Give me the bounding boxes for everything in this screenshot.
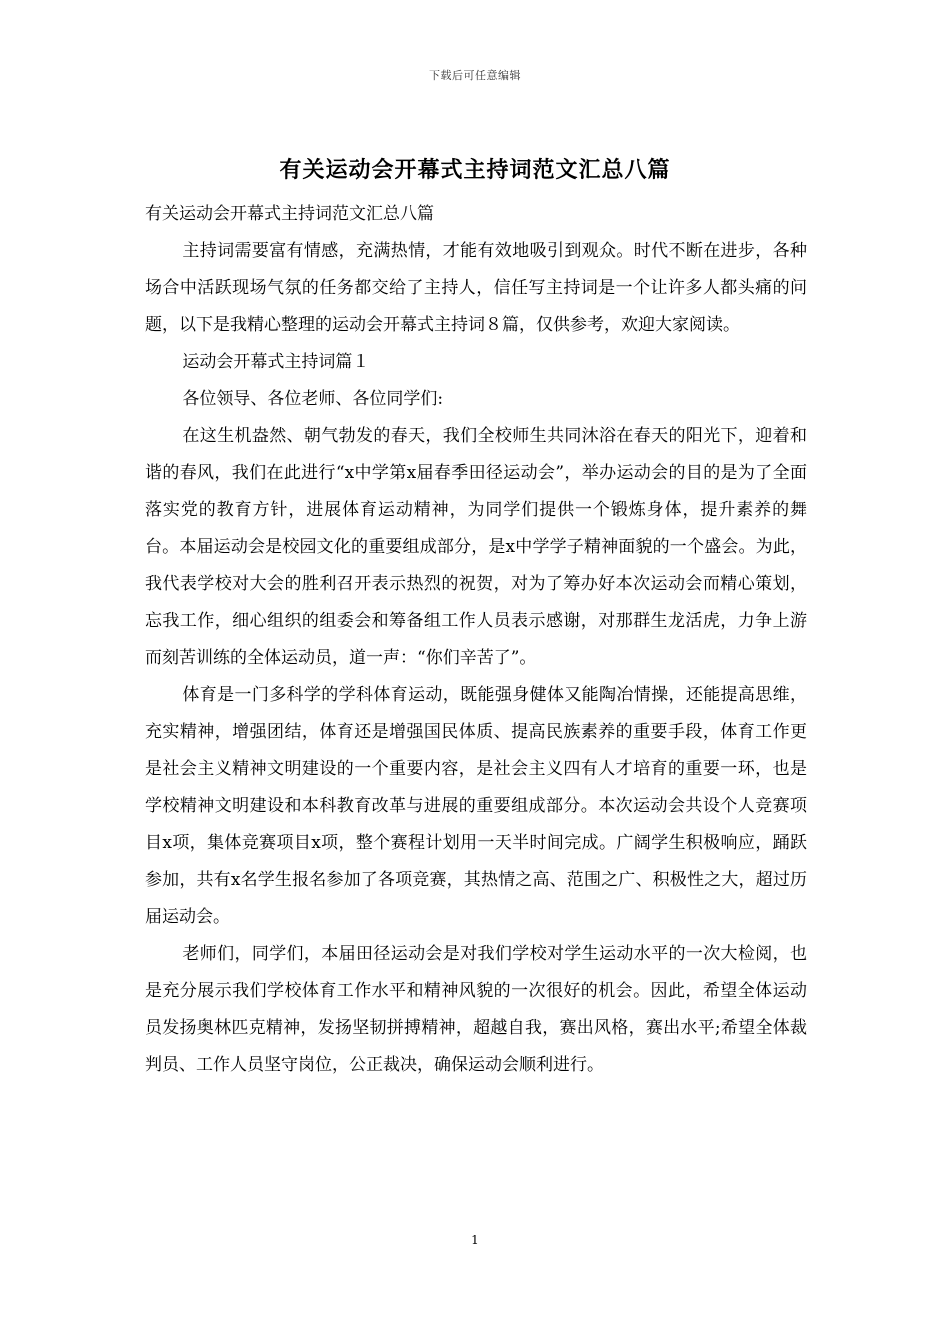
document-title: 有关运动会开幕式主持词范文汇总八篇 [279, 157, 671, 183]
section-heading: 运动会开幕式主持词篇１ [182, 352, 370, 372]
body-paragraph: 在这生机盎然、朝气勃发的春天，我们全校师生共同沐浴在春天的阳光下，迎着和谐的春风，我们在此进行“x中学第x届春季田径运动会”，举办运动会的目的是为了全面落实党的教育方针，进展体育运动精神，为同学们提供一个锻炼身体，提升素养的舞台。本届运动会是校园文化的重要组成部分，是x中学学子精神面貌的一个盛会。为此，我代表学校对大会的胜利召开表示热烈的祝贺，对为了筹办好本次运动会而精心策划，忘我工作，细心组织的组委会和筹备组工作人员表示感谢，对那群生龙活虎，力争上游而刻苦训练的全体运动员，道一声：“你们辛苦了”。 [145, 426, 807, 668]
salutation: 各位领导、各位老师、各位同学们: [182, 389, 444, 409]
header-note: 下载后可任意编辑 [429, 69, 521, 82]
subtitle-line: 有关运动会开幕式主持词范文汇总八篇 [145, 204, 434, 224]
body-paragraph: 体育是一门多科学的学科体育运动，既能强身健体又能陶冶情操，还能提高思维，充实精神，增强团结，体育还是增强国民体质、提高民族素养的重要手段，体育工作更是社会主义精神文明建设的一个重要内容，是社会主义四有人才培育的重要一环，也是学校精神文明建设和本科教育改革与进展的重要组成部分。本次运动会共设个人竞赛项目x项，集体竞赛项目x项，整个赛程计划用一天半时间完成。广阔学生积极响应，踊跃参加，共有x名学生报名参加了各项竞赛，其热情之高、范围之广、积极性之大，超过历届运动会。 [145, 685, 807, 927]
body-paragraph: 老师们，同学们，本届田径运动会是对我们学校对学生运动水平的一次大检阅，也是充分展示我们学校体育工作水平和精神风貌的一次很好的机会。因此，希望全体运动员发扬奥林匹克精神，发扬坚韧拼搏精神，超越自我，赛出风格，赛出水平;希望全体裁判员、工作人员坚守岗位，公正裁决，确保运动会顺利进行。 [145, 944, 807, 1075]
page-number: 1 [471, 1233, 479, 1247]
intro-paragraph: 主持词需要富有情感，充满热情，才能有效地吸引到观众。时代不断在进步，各种场合中活跃现场气氛的任务都交给了主持人，信任写主持词是一个让许多人都头痛的问题，以下是我精心整理的运动会开幕式主持词８篇，仅供参考，欢迎大家阅读。 [145, 241, 807, 335]
document-body [145, 196, 807, 1084]
